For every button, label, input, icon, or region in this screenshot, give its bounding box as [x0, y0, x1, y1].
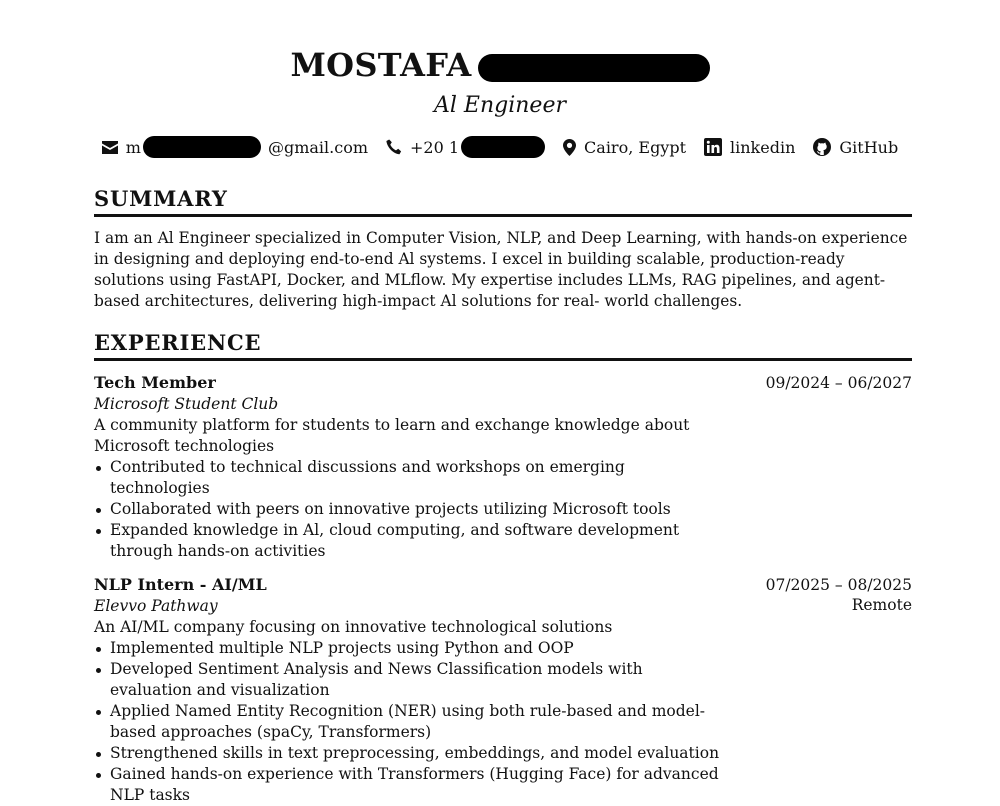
job-title: Al Engineer: [434, 93, 566, 118]
envelope-icon: [102, 141, 118, 154]
list-item: Expanded knowledge in Al, cloud computing, and software development through hands-on activities: [110, 520, 722, 562]
job-organization: Elevvo Pathway: [94, 597, 218, 615]
job-role: Tech Member: [94, 373, 216, 392]
list-item: Implemented multiple NLP projects using Python and OOP: [110, 638, 722, 659]
email-redaction: [143, 136, 261, 158]
contact-linkedin[interactable]: [704, 138, 795, 157]
job-location: Remote: [851, 596, 912, 614]
email-start: m: [125, 137, 141, 157]
contact-github[interactable]: [813, 138, 898, 157]
phone-start: +20 1: [410, 137, 460, 157]
name-row: [290, 42, 709, 88]
email-end: @gmail.com: [267, 137, 368, 157]
list-item: Gained hands-on experience with Transformers (Hugging Face) for advanced NLP tasks: [110, 764, 722, 806]
job-date: 07/2025 – 08/2025: [765, 576, 912, 594]
job-entry: [94, 574, 912, 806]
contact-email[interactable]: [102, 136, 368, 158]
experience-heading: EXPERIENCE: [94, 330, 912, 361]
location-text: Cairo, Egypt: [584, 137, 687, 157]
job-date: 09/2024 – 06/2027: [765, 374, 912, 392]
job-description: A community platform for students to learn and exchange knowledge about Microsoft technologies: [94, 416, 690, 455]
job-role: NLP Intern - AI/ML: [94, 575, 267, 594]
contact-location: [563, 138, 686, 157]
name-redaction: [478, 54, 710, 82]
contact-phone[interactable]: [386, 136, 545, 158]
list-item: Collaborated with peers on innovative projects utilizing Microsoft tools: [110, 499, 722, 520]
list-item: Applied Named Entity Recognition (NER) using both rule-based and model-based approaches (spaCy, Transformers): [110, 701, 722, 743]
linkedin-icon: [704, 138, 722, 156]
experience-section: [94, 330, 912, 806]
phone-redaction: [461, 136, 545, 158]
job-bullets: [94, 638, 722, 806]
github-icon: [813, 138, 831, 156]
list-item: Developed Sentiment Analysis and News Classification models with evaluation and visualization: [110, 659, 722, 701]
resume-header: [0, 0, 1000, 160]
contact-bar: [0, 134, 1000, 160]
job-organization: Microsoft Student Club: [94, 395, 279, 413]
job-entry: [94, 372, 912, 562]
summary-text: I am an Al Engineer specialized in Computer Vision, NLP, and Deep Learning, with hands-on experience in designing and deploying end-to-end Al systems. I excel in building scalable, production-ready solutions using FastAPI, Docker, and MLflow. My expertise includes LLMs, RAG pipelines, and agent-based architectures, delivering high-impact Al solutions for real- world challenges.: [94, 229, 908, 310]
linkedin-text: linkedin: [730, 137, 796, 157]
summary-section: [94, 186, 912, 312]
phone-icon: [386, 139, 402, 155]
list-item: Contributed to technical discussions and workshops on emerging technologies: [110, 457, 722, 499]
list-item: Strengthened skills in text preprocessing, embeddings, and model evaluation: [110, 743, 722, 764]
map-pin-icon: [563, 139, 576, 156]
job-bullets: [94, 457, 722, 562]
summary-heading: SUMMARY: [94, 186, 912, 217]
github-text: GitHub: [839, 137, 899, 157]
candidate-name: MOSTAFA: [290, 46, 472, 84]
job-description: An AI/ML company focusing on innovative technological solutions: [94, 618, 613, 636]
